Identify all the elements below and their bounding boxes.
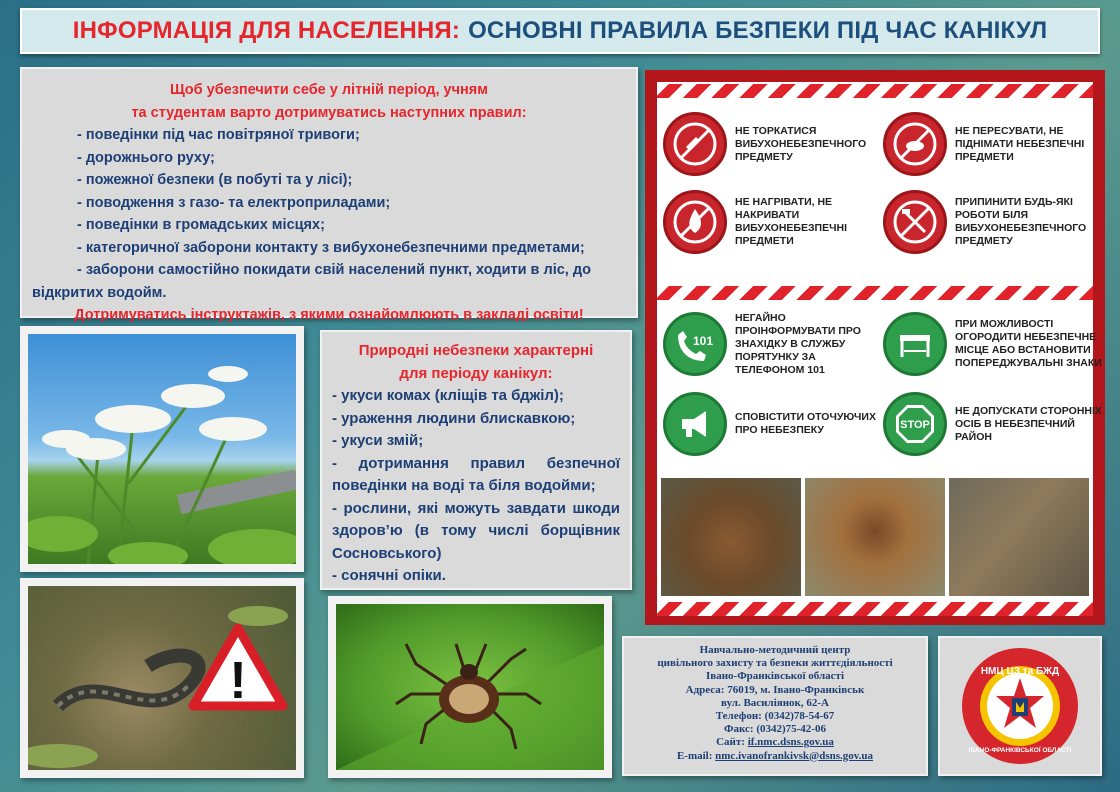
info-line: цивільного захисту та безпеки життєдіяльності <box>657 657 893 670</box>
stop-icon <box>883 392 947 456</box>
page-title <box>20 8 1100 54</box>
rules-item: - категоричної заборони контакту з вибухонебезпечними предметами; <box>77 239 585 256</box>
top-stripes <box>657 84 1093 98</box>
safety-cell-megaphone <box>663 392 883 456</box>
rules-item: - заборони самостійно покидати свій населений пункт, ходити в ліс, до <box>77 262 591 278</box>
nature-item: - укуси змій; <box>332 432 424 449</box>
site-label: Сайт: <box>716 736 748 749</box>
rules-item: - поведінки в громадських місцях; <box>77 217 325 233</box>
nature-panel <box>320 330 632 590</box>
info-line: Адреса: 76019, м. Івано-Франківськ <box>685 683 865 696</box>
safety-text: НЕ НАГРІВАТИ, НЕ НАКРИВАТИ ВИБУХОНЕБЕЗПЕЧНІ ПРЕДМЕТИ <box>735 196 847 247</box>
title-red: ІНФОРМАЦІЯ ДЛЯ НАСЕЛЕННЯ: <box>72 17 461 44</box>
snake-image <box>28 586 296 770</box>
nature-item: - рослини, які можуть завдати шкоди здоров’ю (в тому числі борщівник Сосновського) <box>332 499 620 562</box>
emblem-ring-text: ІВАНО-ФРАНКІВСЬКОЇ ОБЛАСТІ <box>968 747 1072 754</box>
nature-item: - дотримання правил безпечної поведінки на воді та біля водойми; <box>332 454 620 494</box>
rules-item: - поводження з газо- та електроприладами; <box>77 194 391 211</box>
info-site-row <box>624 736 926 749</box>
no-fire-icon <box>663 190 727 254</box>
safety-cell-no-touch <box>663 112 883 176</box>
safety-text: НЕ ДОПУСКАТИ СТОРОННІХ ОСІБ В НЕБЕЗПЕЧНИЙ РАЙОН <box>955 404 1102 443</box>
safety-text: НЕГАЙНО ПРОІНФОРМУВАТИ ПРО ЗНАХІДКУ В СЛУЖБУ ПОРЯТУНКУ ЗА ТЕЛЕФОНОМ 101 <box>735 311 861 376</box>
info-line: Навчально-методичний центр <box>699 644 851 656</box>
no-tools-icon <box>883 190 947 254</box>
safety-text: ПРИПИНИТИ БУДЬ-ЯКІ РОБОТИ БІЛЯ ВИБУХОНЕБЕЗПЕЧНОГО ПРЕДМЕТУ <box>955 196 1087 247</box>
nature-item: - укуси комах (кліщів та бджіл); <box>332 387 564 404</box>
safety-cell-barrier <box>883 312 1103 376</box>
barrier-icon <box>883 312 947 376</box>
hogweed-plant-image <box>28 334 296 564</box>
safety-text: НЕ ПЕРЕСУВАТИ, НЕ ПІДНІМАТИ НЕБЕЗПЕЧНІ ПРЕДМЕТИ <box>955 124 1085 163</box>
nature-item: - ураження людини блискавкою; <box>332 409 576 427</box>
ordnance-photos <box>661 478 1089 596</box>
nature-item: - сонячні опіки. <box>332 567 446 584</box>
emblem-top-text: НМЦ ЦЗ та БЖД <box>980 666 1060 677</box>
safety-cell-no-move <box>883 112 1103 176</box>
emblem-logo <box>940 638 1100 774</box>
rules-panel <box>20 67 638 323</box>
rules-item: - пожежної безпеки (в побуті та у лісі); <box>77 172 353 188</box>
rules-continuation: відкритих водойм. <box>32 284 167 301</box>
title-blue: ОСНОВНІ ПРАВИЛА БЕЗПЕКИ ПІД ЧАС КАНІКУЛ <box>468 17 1048 44</box>
rules-item: - дорожнього руху; <box>77 149 215 166</box>
explosive-safety-poster <box>645 70 1105 625</box>
email-link[interactable]: nmc.ivanofrankivsk@dsns.gov.ua <box>715 749 874 762</box>
info-line: Івано-Франківської області <box>705 670 845 683</box>
contact-info <box>622 636 928 776</box>
stop-badge: STOP <box>900 419 930 431</box>
svg-text:!: ! <box>229 652 247 710</box>
phone-101-icon <box>663 312 727 376</box>
ordnance-photo-projectile <box>949 478 1089 596</box>
nature-heading-2: для періоду канікул: <box>399 364 553 382</box>
megaphone-icon <box>663 392 727 456</box>
bottom-stripes <box>657 602 1093 616</box>
ordnance-photo-shells <box>661 478 801 596</box>
safety-cell-no-fire <box>663 190 883 254</box>
safety-text: СПОВІСТИТИ ОТОЧУЮЧИХ ПРО НЕБЕЗПЕКУ <box>735 411 876 436</box>
info-email-row <box>624 750 926 763</box>
safety-text: НЕ ТОРКАТИСЯ ВИБУХОНЕБЕЗПЕЧНОГО ПРЕДМЕТУ <box>735 124 867 163</box>
info-line: Телефон: (0342)78-54-67 <box>715 710 835 723</box>
snake-photo <box>20 578 304 778</box>
tick-photo <box>328 596 612 778</box>
rules-footer: Дотримуватись інструктажів, з якими ознайомлюють в закладі освіти! <box>74 307 584 323</box>
phone-badge: 101 <box>692 334 714 348</box>
safety-cell-stop <box>883 392 1103 456</box>
ordnance-photo-mine <box>805 478 945 596</box>
rules-item: - поведінки під час повітряної тривоги; <box>77 127 360 143</box>
middle-stripes <box>657 286 1093 300</box>
site-link[interactable]: if.nmc.dsns.gov.ua <box>747 736 834 749</box>
emblem-box <box>938 636 1102 776</box>
safety-cell-phone <box>663 312 883 376</box>
email-label: E-mail: <box>676 749 716 762</box>
nature-heading-1: Природні небезпеки характерні <box>358 342 594 359</box>
info-line: вул. Василіянок, 62-А <box>721 696 829 709</box>
no-move-icon <box>883 112 947 176</box>
tick-image <box>336 604 604 770</box>
hogweed-photo <box>20 326 304 572</box>
safety-cell-no-tools <box>883 190 1103 254</box>
rules-intro-1: Щоб убезпечити себе у літній період, учням <box>170 82 488 98</box>
no-touch-icon <box>663 112 727 176</box>
safety-text: ПРИ МОЖЛИВОСТІ ОГОРОДИТИ НЕБЕЗПЕЧНЕ МІСЦЕ АБО ВСТАНОВИТИ ПОПЕРЕДЖУВАЛЬНІ ЗНАКИ <box>955 318 1102 369</box>
rules-intro-2: та студентам варто дотримуватись наступних правил: <box>131 104 527 121</box>
info-line: Факс: (0342)75-42-06 <box>724 723 826 736</box>
